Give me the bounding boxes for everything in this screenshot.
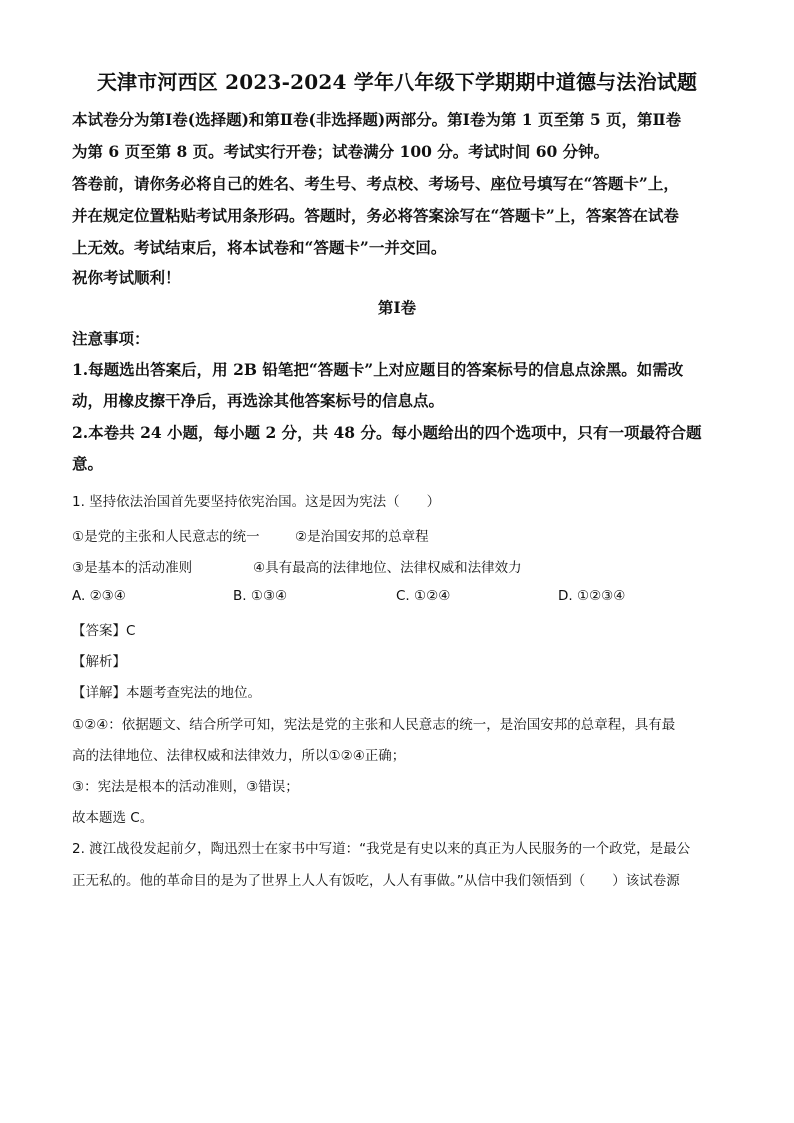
section-heading: 第Ⅰ卷: [377, 298, 417, 317]
q1-option-b: B. ①③④: [233, 588, 288, 604]
notice-title: 注意事项：: [72, 329, 150, 348]
q1-option-c: C. ①②④: [396, 588, 451, 604]
q2-line-1: 2. 渡江战役发起前夕，陶迅烈士在家书中写道：“我党是有史以来的真正为人民服务的一个政党，是最公: [72, 841, 691, 857]
q1-option-a: A. ②③④: [72, 588, 126, 604]
notice-line-3: 2.本卷共 24 小题，每小题 2 分，共 48 分。每小题给出的四个选项中，只有一项最符合题: [72, 423, 702, 442]
q1-statement-2: ②是治国安邦的总章程: [295, 529, 429, 545]
intro-line-4: 并在规定位置粘贴考试用条形码。答题时，务必将答案涂写在“答题卡”上，答案答在试卷: [72, 206, 679, 225]
q1-explain-line-2: 高的法律地位、法律权威和法律效力，所以①②④正确；: [72, 748, 406, 764]
q1-statement-4: ④具有最高的法律地位、法律权威和法律效力: [253, 560, 522, 576]
q1-analysis-label: 【解析】: [72, 654, 126, 670]
q1-statement-1: ①是党的主张和人民意志的统一: [72, 529, 260, 545]
notice-line-4: 意。: [72, 454, 104, 473]
q1-answer: 【答案】C: [72, 623, 136, 639]
q1-stem: 1. 坚持依法治国首先要坚持依宪治国。这是因为宪法（ ）: [72, 494, 441, 510]
intro-line-2: 为第 6 页至第 8 页。考试实行开卷；试卷满分 100 分。考试时间 60 分钟。: [72, 142, 610, 161]
intro-line-1: 本试卷分为第Ⅰ卷(选择题)和第Ⅱ卷(非选择题)两部分。第Ⅰ卷为第 1 页至第 5 页，第Ⅱ卷: [72, 110, 682, 129]
page-title: 天津市河西区 2023-2024 学年八年级下学期期中道德与法治试题: [96, 70, 698, 94]
q1-explain-line-1: ①②④：依据题文、结合所学可知，宪法是党的主张和人民意志的统一，是治国安邦的总章程，具有最: [72, 717, 676, 733]
intro-line-5: 上无效。考试结束后，将本试卷和“答题卡”一并交回。: [72, 238, 447, 257]
q1-explain-line-3: ③：宪法是根本的活动准则，③错误；: [72, 779, 299, 795]
q1-detail: 【详解】本题考查宪法的地位。: [72, 685, 261, 701]
q1-option-d: D. ①②③④: [558, 588, 626, 604]
q2-line-2: 正无私的。他的革命目的是为了世界上人人有饭吃，人人有事做。”从信中我们领悟到（ ）该试卷源: [72, 873, 680, 889]
notice-line-2: 动，用橡皮擦干净后，再选涂其他答案标号的信息点。: [72, 391, 445, 410]
notice-line-1: 1.每题选出答案后，用 2B 铅笔把“答题卡”上对应题目的答案标号的信息点涂黑。如需改: [72, 360, 684, 379]
q1-explain-line-4: 故本题选 C。: [72, 810, 154, 826]
intro-line-6: 祝你考试顺利！: [72, 268, 181, 287]
q1-statement-3: ③是基本的活动准则: [72, 560, 193, 576]
intro-line-3: 答卷前，请你务必将自己的姓名、考生号、考点校、考场号、座位号填写在“答题卡”上，: [72, 174, 679, 193]
